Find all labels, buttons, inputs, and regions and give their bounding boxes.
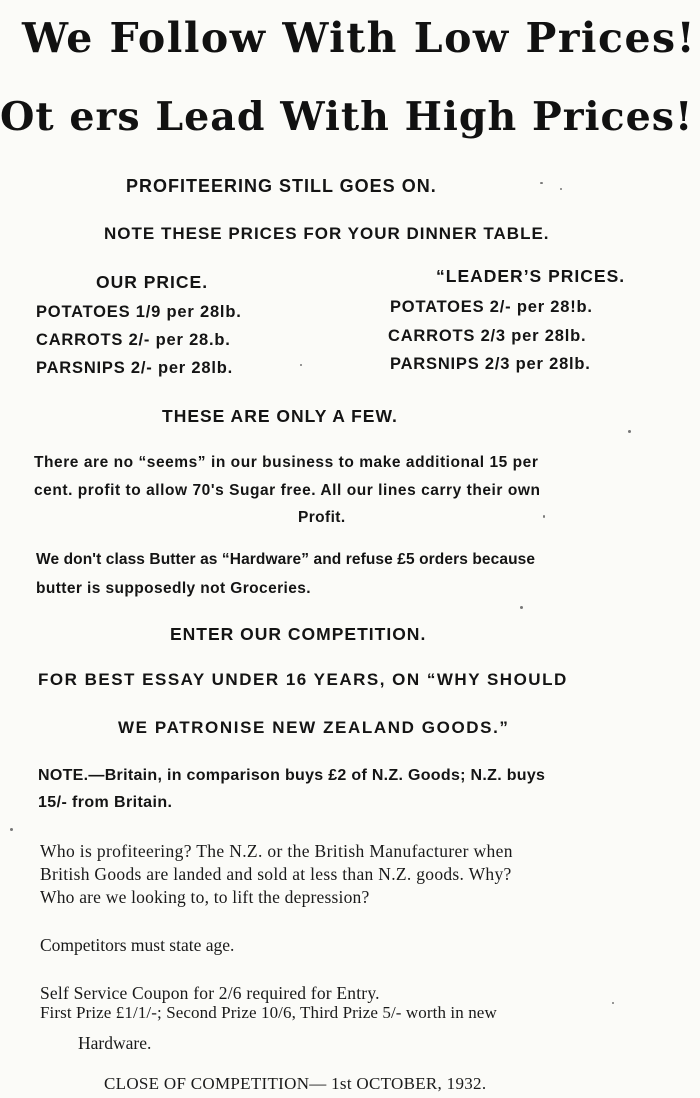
- britain-note-line-1: NOTE.—Britain, in comparison buys £2 of N.Z. Goods; N.Z. buys: [38, 767, 546, 784]
- question-line-3: Who are we looking to, to lift the depression?: [40, 887, 370, 907]
- our-price-potatoes: POTATOES 1/9 per 28lb.: [36, 303, 242, 321]
- seems-paragraph-line-1: There are no “seems” in our business to make additional 15 per: [34, 454, 539, 471]
- entry-coupon-line: Self Service Coupon for 2/6 required for Entry.: [40, 983, 380, 1003]
- headline-high-prices: Ot ers Lead With High Prices!: [0, 94, 694, 140]
- leaders-price-heading: “LEADER’S PRICES.: [436, 266, 626, 286]
- leaders-price-parsnips: PARSNIPS 2/3 per 28lb.: [390, 355, 591, 373]
- leaders-price-carrots: CARROTS 2/3 per 28lb.: [388, 327, 587, 345]
- print-speck: [10, 828, 13, 831]
- print-speck: [520, 606, 523, 609]
- headline-low-prices: We Follow With Low Prices!: [22, 14, 697, 62]
- seems-paragraph-line-3: Profit.: [298, 509, 346, 526]
- prizes-line-hardware: Hardware.: [78, 1033, 152, 1053]
- leaders-price-potatoes: POTATOES 2/- per 28!b.: [390, 298, 593, 316]
- question-line-1: Who is profiteering? The N.Z. or the British Manufacturer when: [40, 841, 513, 861]
- enter-competition-heading: ENTER OUR COMPETITION.: [170, 624, 427, 644]
- note-prices-heading: NOTE THESE PRICES FOR YOUR DINNER TABLE.: [104, 224, 550, 243]
- print-speck: [612, 1002, 614, 1004]
- print-speck: [300, 364, 302, 366]
- only-a-few-heading: THESE ARE ONLY A FEW.: [162, 406, 398, 426]
- our-price-parsnips: PARSNIPS 2/- per 28lb.: [36, 359, 234, 377]
- question-line-2: British Goods are landed and sold at less than N.Z. goods. Why?: [40, 864, 512, 884]
- our-price-carrots: CARROTS 2/- per 28.b.: [36, 331, 231, 349]
- butter-paragraph-line-1: We don't class Butter as “Hardware” and refuse £5 orders because: [36, 551, 536, 568]
- profiteering-heading: PROFITEERING STILL GOES ON.: [126, 176, 437, 196]
- essay-topic-line-2: WE PATRONISE NEW ZEALAND GOODS.”: [118, 718, 510, 737]
- competition-close-date: CLOSE OF COMPETITION— 1st OCTOBER, 1932.: [104, 1074, 487, 1093]
- print-speck: [540, 182, 543, 184]
- age-note: Competitors must state age.: [40, 935, 235, 955]
- prizes-line: First Prize £1/1/-; Second Prize 10/6, Third Prize 5/- worth in new: [40, 1003, 497, 1022]
- print-speck: [628, 430, 631, 433]
- our-price-heading: OUR PRICE.: [96, 272, 209, 292]
- seems-paragraph-line-2: cent. profit to allow 70's Sugar free. All our lines carry their own: [34, 482, 541, 499]
- print-speck: [543, 515, 545, 518]
- essay-topic-line-1: FOR BEST ESSAY UNDER 16 YEARS, ON “WHY SHOULD: [38, 670, 568, 689]
- britain-note-line-2: 15/- from Britain.: [38, 794, 173, 811]
- butter-paragraph-line-2: butter is supposedly not Groceries.: [36, 580, 311, 597]
- print-speck: [560, 188, 562, 190]
